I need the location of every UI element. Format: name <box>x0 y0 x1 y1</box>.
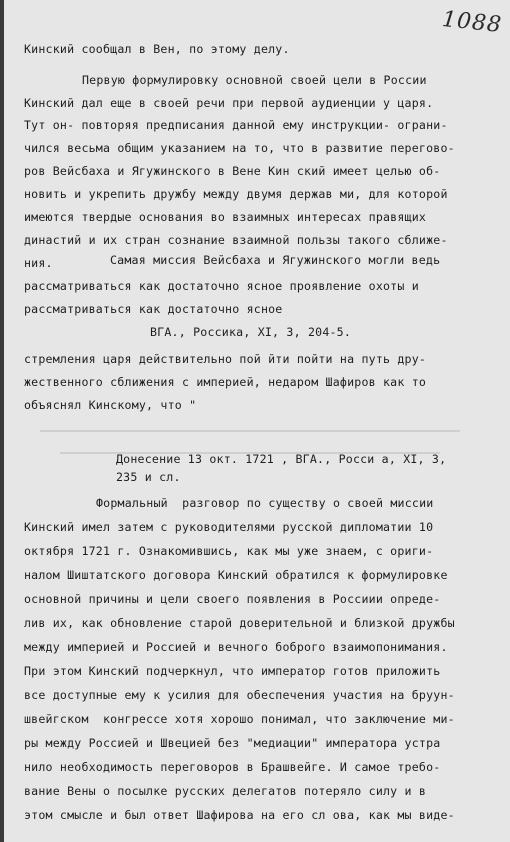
footnote-line: Донесение 13 окт. 1721 , ВГА., Росси а, XI, 3, <box>116 452 447 466</box>
text-line: рассматриваться как достаточно ясное <box>24 302 283 316</box>
text-line: лив их, как обновление старой доверительной и близкой дружбы <box>24 616 455 630</box>
text-line: Первую формулировку основной своей цели в России <box>82 73 427 87</box>
text-line: имеются твердые основания во взаимных интересах правящих <box>24 210 427 224</box>
text-line: между империей и Россией и вечного боброго взаимопонимания. <box>24 640 448 654</box>
text-line: Тут он- повторяя предписания данной ему инструкции- ограни- <box>24 118 448 132</box>
text-line: Кинский имел затем с руководителями русской дипломатии 10 <box>24 520 434 534</box>
citation-line: ВГА., Россика, XI, 3, 204-5. <box>150 325 352 339</box>
text-line: нило необходимость переговоров в Брашвейге. И самое требо- <box>24 760 441 774</box>
text-line: Формальный разговор по существу о своей миссии <box>96 496 434 510</box>
scan-edge <box>0 0 4 842</box>
text-line: ры между Россией и Швецией без "медиации" императора устра <box>24 736 441 750</box>
text-line: налом Шиштатского договора Кинский обратился к формулировке <box>24 568 448 582</box>
text-line: Кинский дал еще в своей речи при первой аудиенции у царя. <box>24 96 434 110</box>
page-number: 1088 <box>440 6 504 39</box>
text-line: ров Вейсбаха и Ягужинского в Вене Кин ский имеет целью об- <box>24 164 441 178</box>
text-line: стремления царя действительно пой йти пойти на путь дру- <box>24 352 427 366</box>
text-line: рассматриваться как достаточно ясное проявление охоты и <box>24 279 419 293</box>
bleed-through-mark <box>40 430 460 432</box>
text-line: ния. <box>24 256 53 270</box>
footnote-line: 235 и сл. <box>116 470 181 484</box>
text-line: швейгском конгрессе хотя хорошо понимал, что заключение ми- <box>24 712 455 726</box>
text-line: жественного сближения с империей, недаром Шафиров как то <box>24 375 427 389</box>
text-line: династий и их стран сознание взаимной пользы такого сближе- <box>24 233 448 247</box>
text-line: новить и укрепить дружбу между двумя держав ми, для которой <box>24 187 448 201</box>
text-line: вание Вены о посылке русских делегатов потеряло силу и в <box>24 784 427 798</box>
text-line: основной причины и цели своего появления в Россиии опреде- <box>24 592 441 606</box>
text-line: Самая миссия Вейсбаха и Ягужинского могли ведь <box>110 253 441 267</box>
text-line: Кинский сообщал в Вен, по этому делу. <box>24 42 290 56</box>
text-line: объяснял Кинскому, что " <box>24 398 197 412</box>
text-line: все доступные ему к усилия для обеспечения участия на бруун- <box>24 688 455 702</box>
text-line: этом смысле и был ответ Шафирова на его сл ова, как мы виде- <box>24 808 455 822</box>
text-line: октября 1721 г. Ознакомившись, как мы уже знаем, с ориги- <box>24 544 434 558</box>
text-line: чился весьма общим указанием на то, что в развитие перегово- <box>24 141 455 155</box>
text-line: При этом Кинский подчеркнул, что император готов приложить <box>24 664 441 678</box>
